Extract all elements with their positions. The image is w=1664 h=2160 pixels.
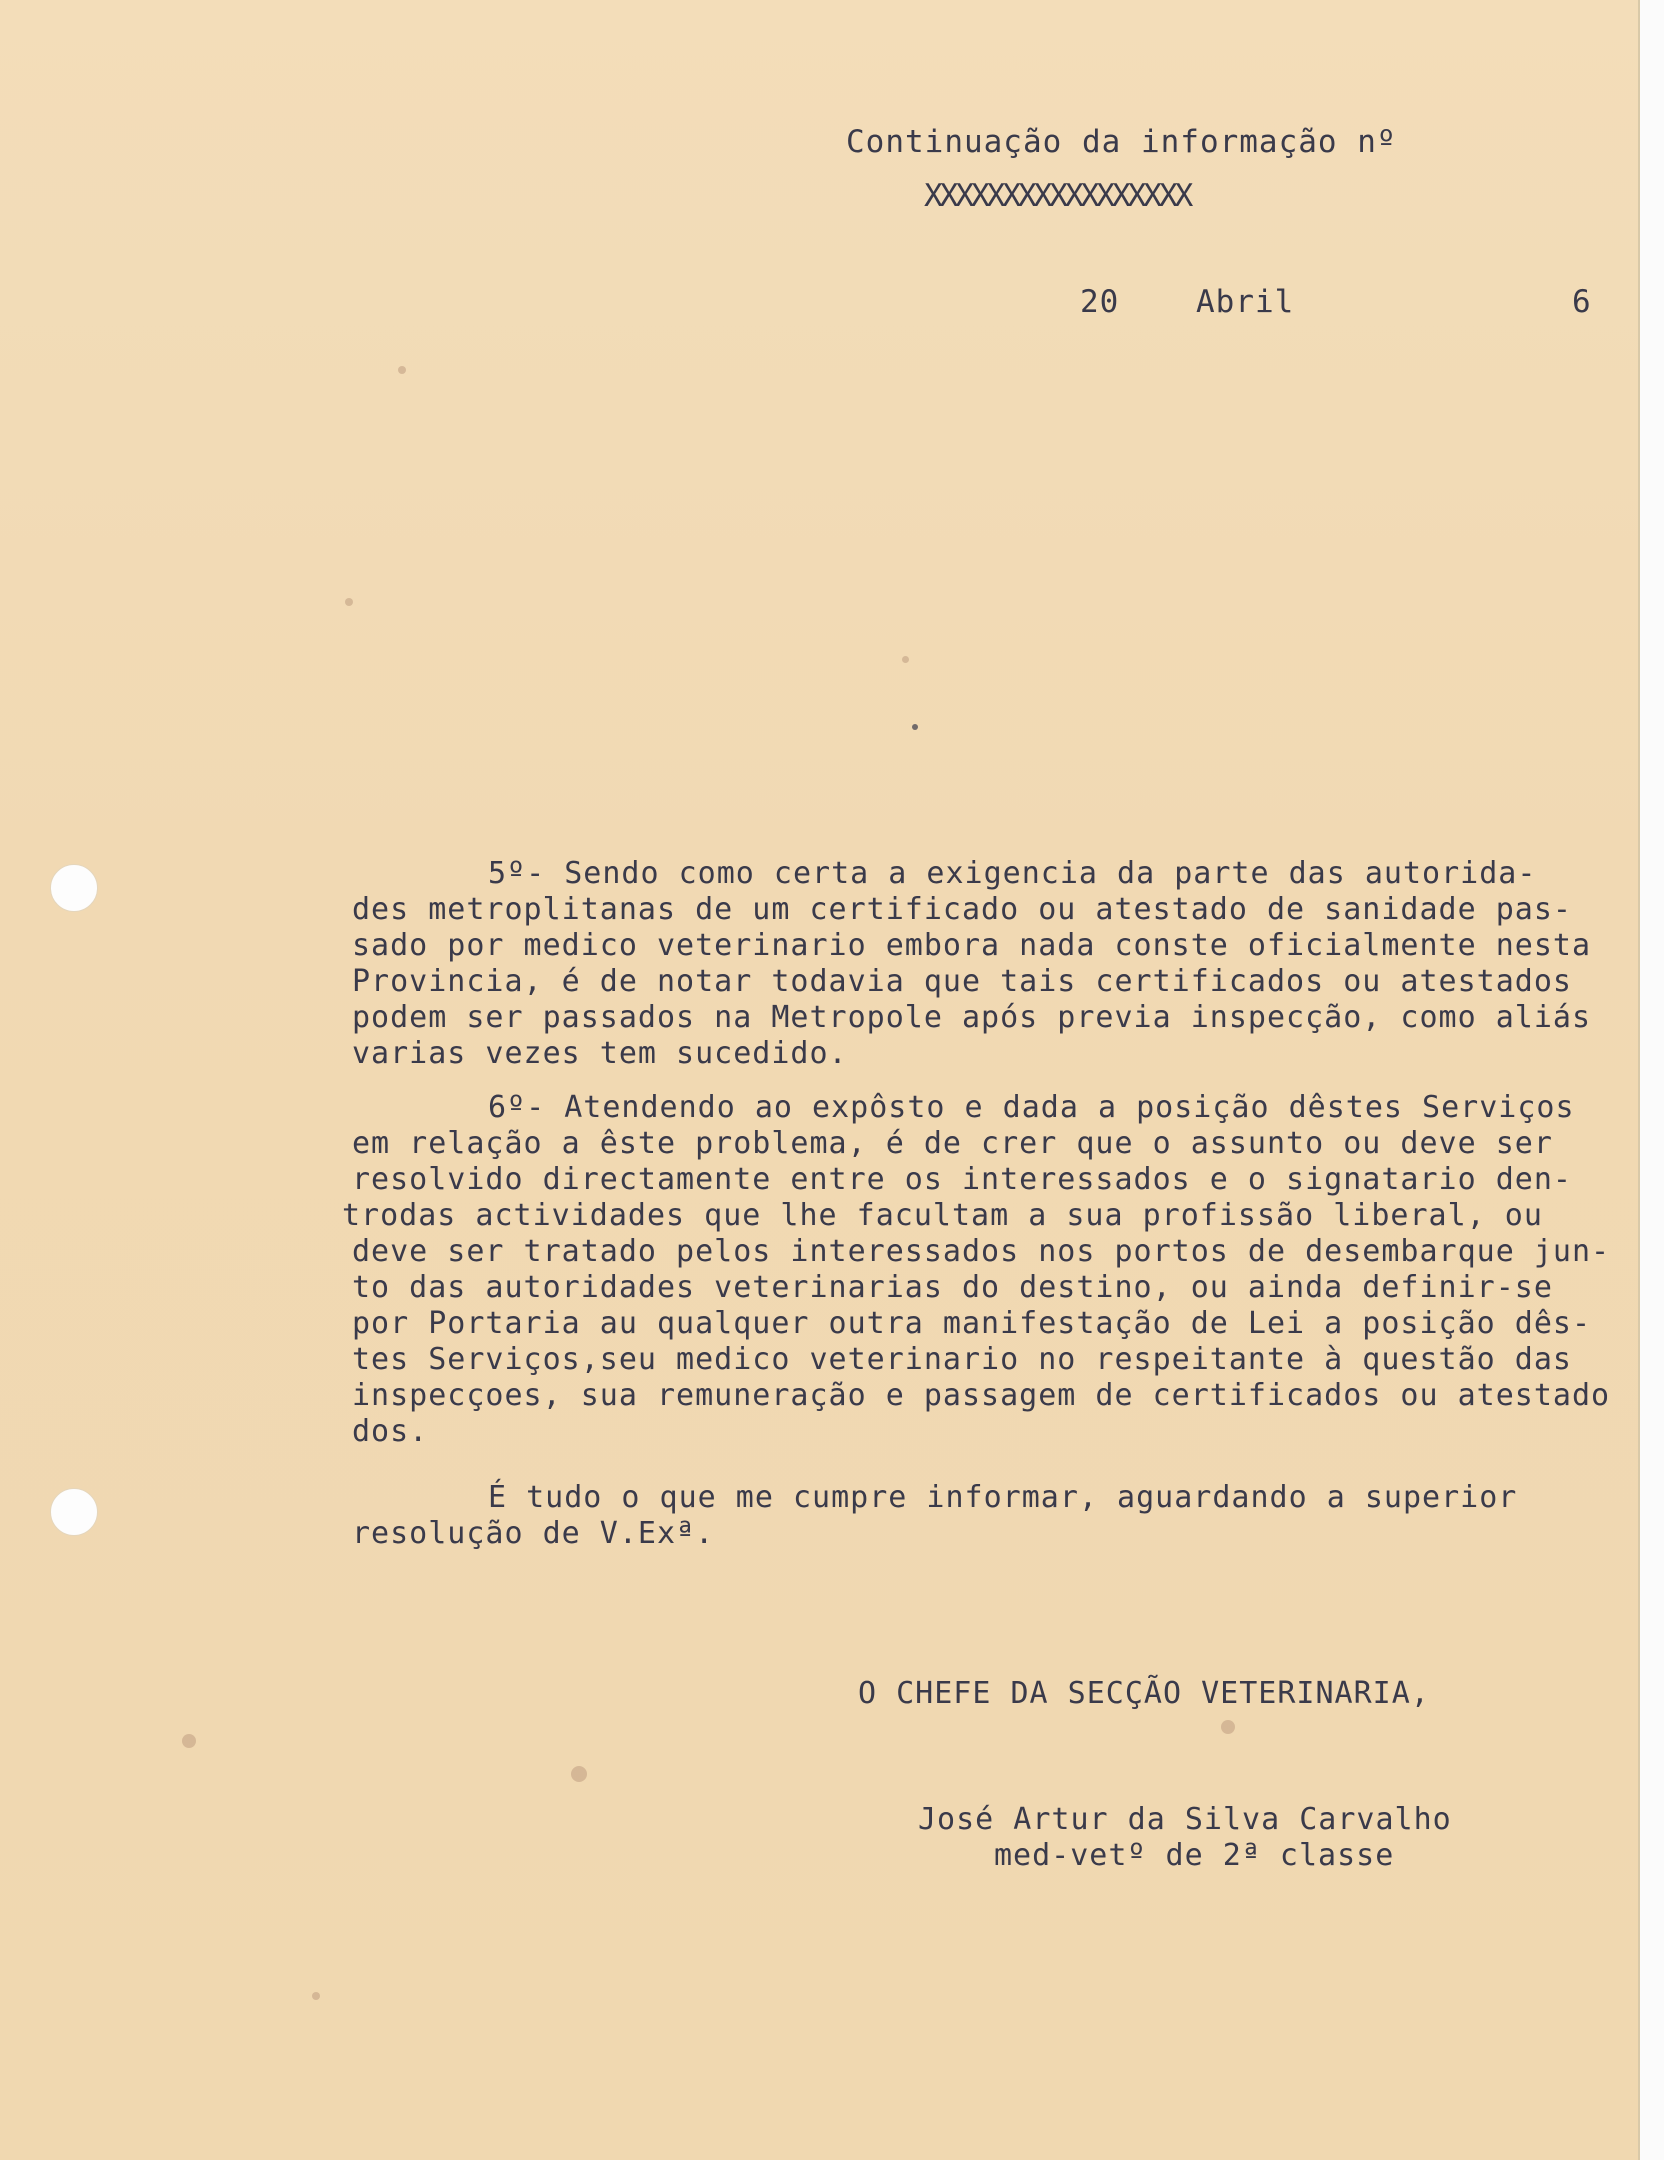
paragraph-6-line: 6º- Atendendo ao expôsto e dada a posição dêstes Serviços	[488, 1090, 1575, 1125]
paragraph-5-line: des metroplitanas de um certificado ou atestado de sanidade pas-	[352, 892, 1572, 927]
paragraph-6-line: resolvido directamente entre os interessados e o signatario den-	[352, 1162, 1572, 1197]
signatory-name: José Artur da Silva Carvalho	[918, 1802, 1452, 1837]
date-year: 6	[1572, 284, 1592, 320]
paragraph-6-line: por Portaria au qualquer outra manifestação de Lei a posição dês-	[352, 1306, 1591, 1341]
paragraph-6-line: trodas actividades que lhe facultam a sua profissão liberal, ou	[342, 1198, 1543, 1233]
date-day: 20	[1080, 284, 1120, 320]
paper-stain	[182, 1734, 196, 1748]
paper-stain	[398, 366, 406, 374]
date-month: Abril	[1196, 284, 1295, 320]
paragraph-6-line: deve ser tratado pelos interessados nos portos de desembarque jun-	[352, 1234, 1611, 1269]
redacted-reference-number: XXXXXXXXXXXXXXXXX	[924, 178, 1191, 214]
page-edge	[1638, 0, 1664, 2160]
paragraph-6-line: dos.	[352, 1414, 429, 1449]
continuation-heading: Continuação da informação nº	[846, 124, 1397, 160]
paper-stain	[902, 656, 909, 663]
paragraph-6-line: em relação a êste problema, é de crer que o assunto ou deve ser	[352, 1126, 1553, 1161]
paragraph-5-line: Provincia, é de notar todavia que tais certificados ou atestados	[352, 964, 1572, 999]
paragraph-5-line: 5º- Sendo como certa a exigencia da parte das autorida-	[488, 856, 1537, 891]
paragraph-5-line: varias vezes tem sucedido.	[352, 1036, 848, 1071]
closing-line: É tudo o que me cumpre informar, aguardando a superior	[488, 1480, 1518, 1515]
paragraph-5-line: podem ser passados na Metropole após previa inspecção, como aliás	[352, 1000, 1591, 1035]
paragraph-6-line: tes Serviços,seu medico veterinario no respeitante à questão das	[352, 1342, 1572, 1377]
signatory-rank: med-vetº de 2ª classe	[994, 1838, 1395, 1873]
signatory-title: O CHEFE DA SECÇÃO VETERINARIA,	[858, 1676, 1430, 1711]
closing-line: resolução de V.Exª.	[352, 1516, 715, 1551]
punch-hole-top	[50, 864, 98, 912]
punch-hole-bottom	[50, 1488, 98, 1536]
paragraph-6-line: to das autoridades veterinarias do destino, ou ainda definir-se	[352, 1270, 1553, 1305]
paper-stain	[345, 598, 353, 606]
paper-stain	[912, 724, 918, 730]
paragraph-5-line: sado por medico veterinario embora nada conste oficialmente nesta	[352, 928, 1591, 963]
paper-stain	[571, 1766, 587, 1782]
paper-stain	[1221, 1720, 1235, 1734]
paper-stain	[312, 1992, 320, 2000]
paragraph-6-line: inspecçoes, sua remuneração e passagem de certificados ou atestado	[352, 1378, 1611, 1413]
